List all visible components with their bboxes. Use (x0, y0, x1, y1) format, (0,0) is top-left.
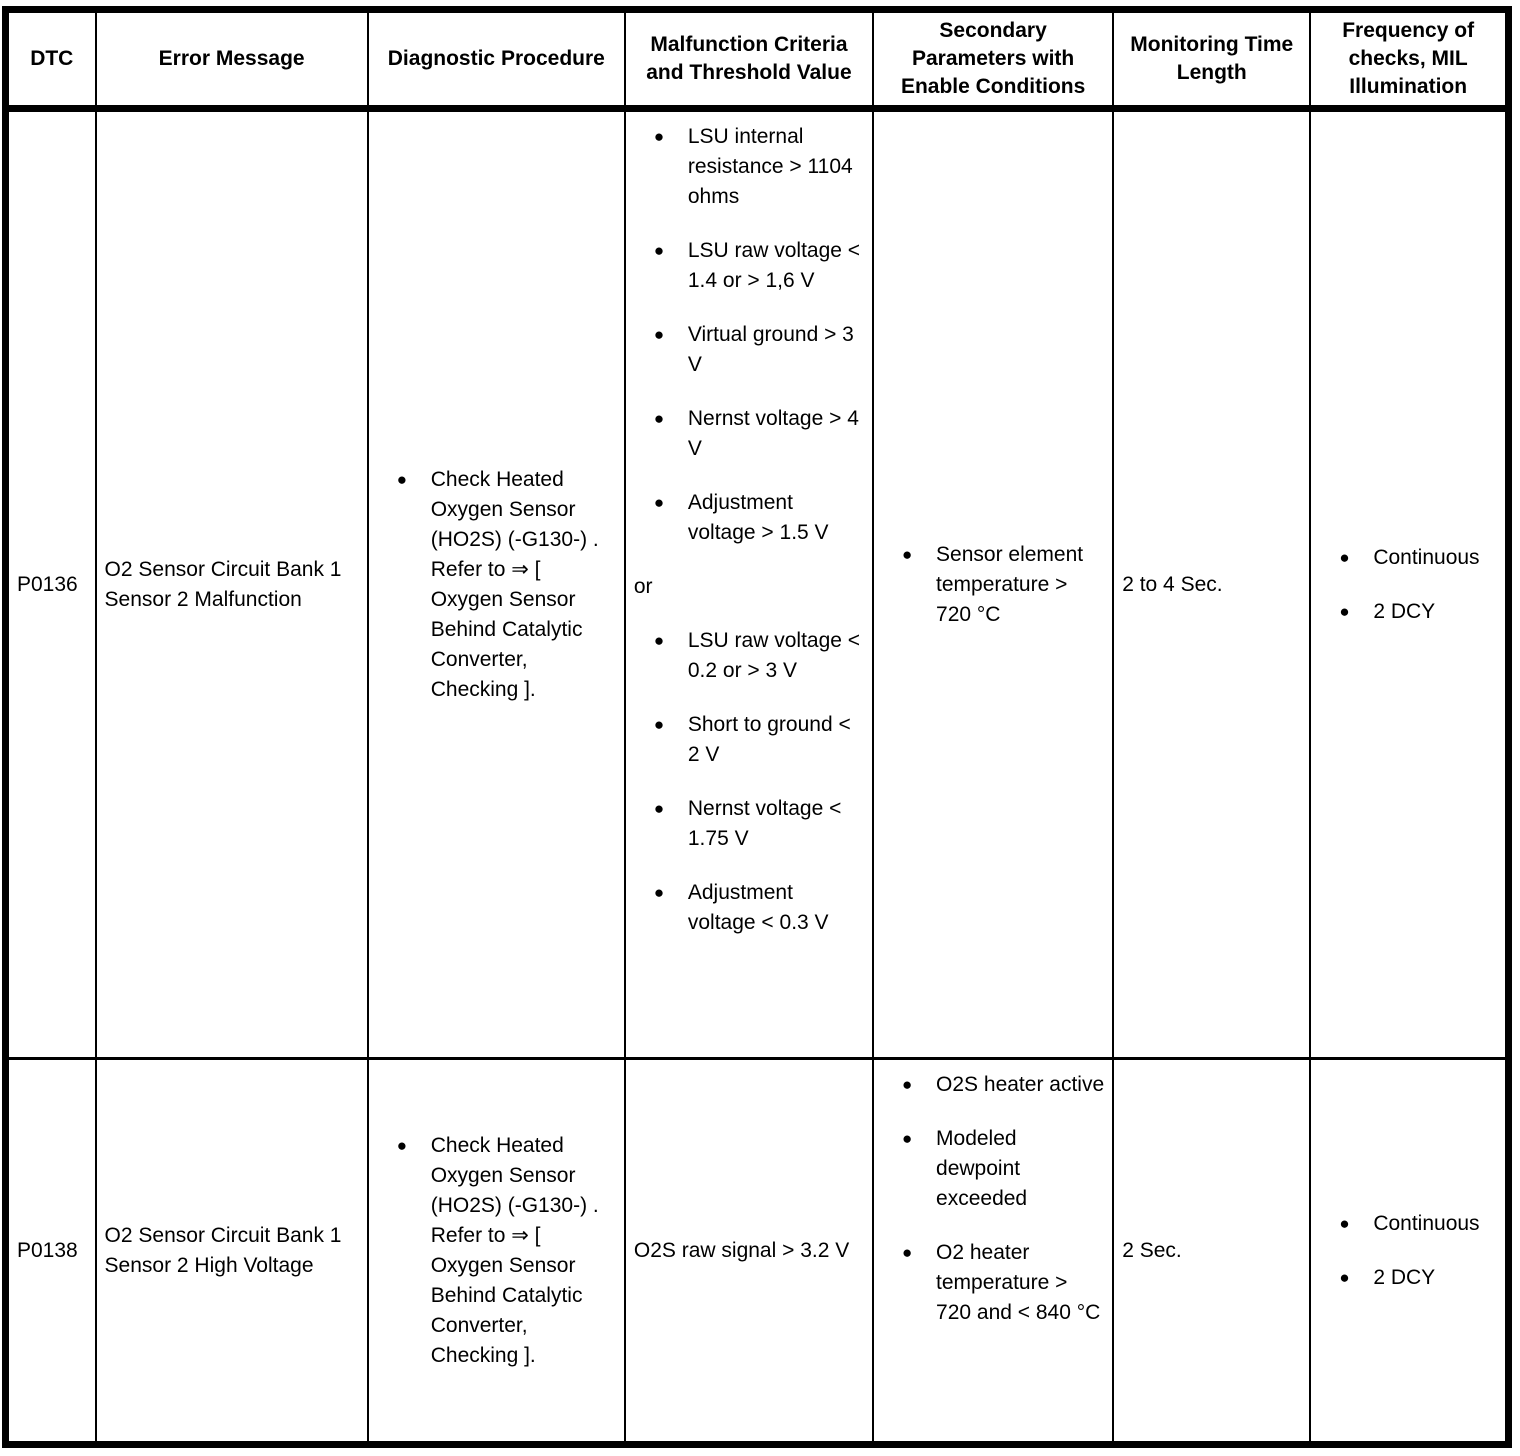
header-dtc: DTC (6, 10, 96, 109)
header-frequency: Frequency of checks, MIL Illumination (1310, 10, 1508, 109)
malfunction-criteria-cell: O2S raw signal > 3.2 V (625, 1059, 873, 1445)
diagnostic-procedure-cell (368, 109, 625, 1059)
criteria-item: ● LSU raw voltage < 0.2 or > 3 V (654, 626, 864, 686)
criteria-or-connector: or (633, 575, 653, 598)
error-message-cell: O2 Sensor Circuit Bank 1 Sensor 2 High Voltage (96, 1059, 368, 1445)
criteria-item: ● LSU raw voltage < 1.4 or > 1,6 V (654, 236, 864, 296)
diagnostic-procedure-item: ● Check Heated Oxygen Sensor (HO2S) (-G130-) . Refer to ⇒ [ Oxygen Sensor Behind Catalytic Converter, Checking ]. (397, 1131, 616, 1371)
frequency-item: ● 2 DCY (1339, 1263, 1497, 1293)
header-monitoring-time: Monitoring Time Length (1113, 10, 1310, 109)
secondary-parameter-item: ● O2 heater temperature > 720 and < 840 °C (902, 1238, 1104, 1328)
header-diagnostic-procedure: Diagnostic Procedure (368, 10, 625, 109)
diagnostic-procedure-item: ● Check Heated Oxygen Sensor (HO2S) (-G130-) . Refer to ⇒ [ Oxygen Sensor Behind Catalytic Converter, Checking ]. (397, 465, 616, 705)
header-malfunction-criteria: Malfunction Criteria and Threshold Value (625, 10, 873, 109)
dtc-code-cell: P0138 (6, 1059, 96, 1445)
dtc-table (2, 6, 1512, 1448)
criteria-item: ● Short to ground < 2 V (654, 710, 864, 770)
secondary-parameters-cell (873, 109, 1113, 1059)
monitoring-time-cell: 2 to 4 Sec. (1113, 109, 1310, 1059)
frequency-list (1319, 1209, 1497, 1293)
secondary-parameters-list (882, 1070, 1104, 1328)
diagnostic-procedure-list (377, 465, 616, 705)
diagnostic-procedure-cell (368, 1059, 625, 1445)
frequency-item: ● Continuous (1339, 543, 1497, 573)
table-row-p0138 (6, 1059, 1509, 1445)
criteria-group-1 (634, 122, 864, 548)
frequency-cell (1310, 109, 1508, 1059)
header-secondary-parameters: Secondary Parameters with Enable Conditions (873, 10, 1113, 109)
malfunction-criteria-cell (625, 109, 873, 1059)
secondary-parameter-item: ● Sensor element temperature > 720 °C (902, 540, 1104, 630)
table-header-row (6, 10, 1509, 109)
criteria-item: ● Nernst voltage > 4 V (654, 404, 864, 464)
secondary-parameter-item: ● Modeled dewpoint exceeded (902, 1124, 1104, 1214)
frequency-list (1319, 543, 1497, 627)
frequency-cell (1310, 1059, 1508, 1445)
criteria-item: ● LSU internal resistance > 1104 ohms (654, 122, 864, 212)
frequency-item: ● 2 DCY (1339, 597, 1497, 627)
criteria-item: ● Virtual ground > 3 V (654, 320, 864, 380)
frequency-item: ● Continuous (1339, 1209, 1497, 1239)
criteria-item: ● Adjustment voltage < 0.3 V (654, 878, 864, 938)
error-message-cell: O2 Sensor Circuit Bank 1 Sensor 2 Malfunction (96, 109, 368, 1059)
criteria-group-2 (634, 626, 864, 938)
criteria-item: ● Adjustment voltage > 1.5 V (654, 488, 864, 548)
secondary-parameters-cell (873, 1059, 1113, 1445)
criteria-item: ● Nernst voltage < 1.75 V (654, 794, 864, 854)
header-error-message: Error Message (96, 10, 368, 109)
secondary-parameters-list (882, 540, 1104, 630)
secondary-parameter-item: ● O2S heater active (902, 1070, 1104, 1100)
dtc-code-cell: P0136 (6, 109, 96, 1059)
monitoring-time-cell: 2 Sec. (1113, 1059, 1310, 1445)
table-row-p0136 (6, 109, 1509, 1059)
diagnostic-procedure-list (377, 1131, 616, 1371)
